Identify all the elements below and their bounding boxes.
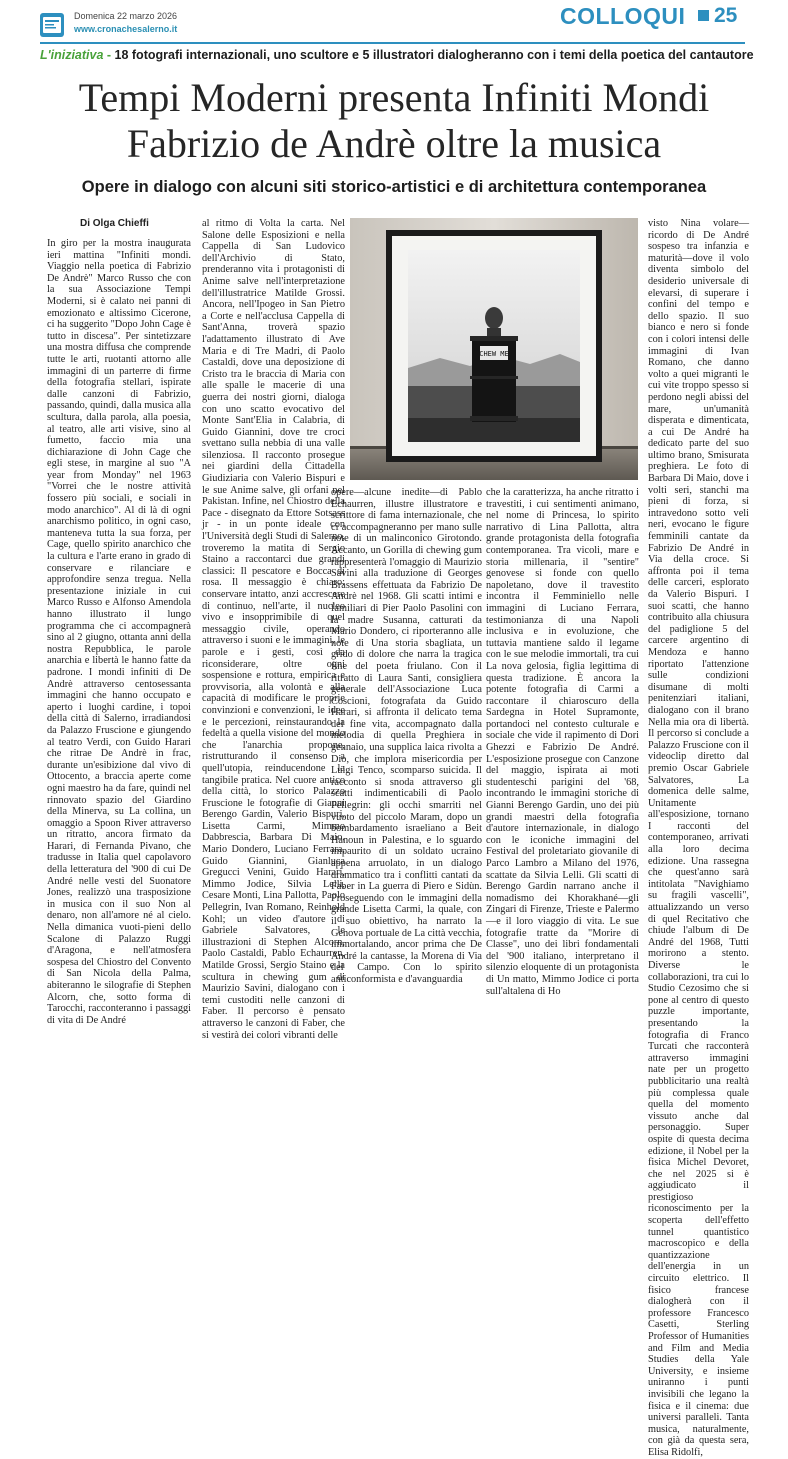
header-rule [40, 42, 745, 44]
kicker-text: 18 fotografi internazionali, uno scultore e 5 illustratori dialogheranno con i temi della poetica del cantautore [114, 48, 754, 62]
exhibition-photo [350, 218, 638, 480]
kicker [40, 48, 754, 62]
section-name: COLLOQUI [560, 3, 686, 29]
barrel-label: CHEW ME [479, 350, 509, 358]
article-column-2: al ritmo di Volta la carta. Nel Salone delle Esposizioni e nella Cappella di San Ludovico dell'Archivio di Stato, prenderanno vita i protagonisti di Anime salve nell'interpretazione dell'illustratrice Matilde Grossi. Ancora, nell'Ipogeo in San Pietro a Corte e nell'acclusa Cappella di Sant'Anna, troverà spazio l'adattamento illustrato di Ave Maria e di Tre Madri, di Paolo Castaldi, dove una deposizione di Cristo tra le braccia di Maria con alle spalle le macerie di una guerra dei nostri giorni, dialoga con uno scatto evocativo del Monte Sant'Elia in Calabria, di Guido Giannini, dove tre croci svettano sulla nebbia di una valle silenziosa. Il racconto prosegue nei giardini della Cittadella Giudiziaria con Valerio Bispuri e le sue Anime salve, gli orfani nel Pakistan. Infine, nel Chiostro della Pace - disegnato da Ettore Sotsass jr - in un ponte ideale con l'Università degli Studi di Salerno, troveremo la matita di Sergio Staino a raccontarci due grandi classici: Il pescatore e Bocca di rosa. Il messaggio è chiaro: conservare intatto, anzi accrescere di continuo, nell'arte, il nucleo vivo e insopprimibile di quel messaggio civile, operando attraverso i suoni e le immagini, le parole e i gesti, così da riconsiderare, oltre ogni sospensione e rottura, empirica e provvisoria, alla volontà e alla capacità di modificare le proprie convinzioni e convenzioni, le idee e le percezioni, reinstaurando la fedeltà a quella visione del mondo che l'anarchia propone, ristrutturando il consenso a quell'utopia, reinducendone la tangibile pratica. Nel cuore antico della città, lo storico Palazzo Fruscione le fotografie di Gianni Berengo Gardin, Valerio Bispuri, Lisetta Carmi, Mimmo Dabbrescia, Barbara Di Maio, Mario Dondero, Luciano Ferrara, Guido Giannini, Gianluca Gregucci Venini, Guido Harari, Mimmo Jodice, Silvia Lelli, Cesare Monti, Lina Pallotta, Paolo Pellegrin, Ivan Romano, Reinhold Kohl; un video d'autore di Gabriele Salvatores, le illustrazioni di Stephen Alcorn, Paolo Castaldi, Pablo Echaurren, Matilde Grossi, Sergio Staino e la scultura in chewing gum di Maurizio Savini, dialogano con i temi custoditi nelle canzoni di Faber. Il percorso è pensato attraverso le canzoni di Faber, che si vestirà dei colori vibranti delle [202, 218, 345, 1041]
issue-date: Domenica 22 marzo 2026 [74, 11, 178, 21]
kicker-separator: - [103, 48, 115, 62]
page-header [0, 0, 788, 46]
headline-line-1: Tempi Moderni presenta Infiniti Mondi [78, 75, 710, 120]
website-url[interactable]: www.cronachesalerno.it [74, 24, 178, 34]
kicker-label: L'iniziativa [40, 48, 104, 62]
subtitle: Opere in dialogo con alcuni siti storico-artistici e di architettura contemporanea [81, 178, 707, 196]
byline: Di Olga Chieffi [80, 218, 149, 229]
article-column-3: opere—alcune inedite—di Pablo Echaurren, illustre illustratore e scrittore di fama internazionale, che ci accompagneranno per mano sulle note di un malinconico Girotondo. Accanto, un Gorilla di chewing gum rappresenterà l'omaggio di Maurizio Savini alla traduzione di Georges Brassens effettuata da Fabrizio De Andrè nel 1968. Gli scatti intimi e familiari di Pier Paolo Pasolini con la madre Susanna, catturati da Mario Dondero, ci riporteranno alle note di Una storia sbagliata, un grido di dolore che narra la tragica fine del poeta friulano. Con il ritratto di Laura Santi, consigliera generale dell'Associazione Luca Coscioni, fotografata da Guido Harari, si affronta il delicato tema del fine vita, accompagnato dalla melodia di quella Preghiera in gennaio, una supplica laica rivolta a Dio, che implora misericordia per Luigi Tenco, scomparso suicida. Il racconto si snoda attraverso gli scatti indimenticabili di Paolo Pellegrin: gli occhi smarriti nel vuoto del piccolo Maram, dopo un bombardamento israeliano a Beit Hanoun in Palestina, e lo sguardo impaurito di un soldato ucraino appena arruolato, in un dialogo drammatico tra i conflitti cantati da Faber in La guerra di Piero e Sidùn. Proseguendo con le immagini della grande Lisetta Carmi, la quale, con il suo obiettivo, ha narrato la Genova portuale de La città vecchia, immortalando, ancor prima che De André la cantasse, la Morena di Via del Campo. Con lo spirito anticonformista e d'avanguardia [331, 487, 482, 985]
page-number: 25 [714, 4, 738, 27]
section-square-icon [698, 10, 709, 21]
newspaper-logo-icon [40, 13, 64, 37]
article-column-5: visto Nina volare—ricordo di De André sospeso tra infanzia e maturità—dove il volo diventa simbolo del desiderio universale di elevarsi, di superare i confini del tempo e dello spazio. Il suo bianco e nero si fonde con i colori intensi delle immagini di Ivan Romano, che danno volto a quei migranti le cui vite troppo spesso si perdono negli abissi del mare, un'umanità disperata e dimenticata, a cui De André ha dedicato parte del suo ultimo brano, Smisurata preghiera. Le foto di Barbara Di Maio, dove i volti seri, stanchi ma pieni di forza, si intravedono sotto veli neri, evocano le figure femminili cantate da Fabrizio De André in Via della croce. Si affronta poi il tema delle carceri, esplorato da Valerio Bispuri. I suoi scatti, che hanno contribuito alla chiusura del padiglione 5 del carcere argentino di Mendoza e hanno riportato l'attenzione sulle condizioni disumane di molti penitenziari italiani, dialogano con il brano Nella mia ora di libertà. Il percorso si conclude a Palazzo Fruscione con il videoclip diretto dal premio Oscar Gabriele Salvatores, La domenica delle salme, Unitamente all'esposizione, tornano I racconti del contemporaneo, arrivati alla loro decima edizione. Una rassegna che quest'anno sarà intitolata "Navighiamo su fragili vascelli", attualizzando un verso di quel Recitativo che chiude l'album di De André del 1968, Tutti morirono a stento. Diverse le collaborazioni, tra cui lo Studio Cezosimo che si pone al centro di questo puzzle importante, presentando la fotografia di Franco Turcati che racconterà attraverso immagini nate per un progetto pubblicitario una realtà più complessa quale quella del momento vissuto anche dal personaggio. Super ospite di questa decima edizione, il Nobel per la fisica Michel Devoret, che nel 2025 si è aggiudicato il prestigioso riconoscimento per la scoperta dell'effetto tunnel quantistico macroscopico e della quantizzazione dell'energia in un circuito elettrico. Il fisico francese dialogherà con il professore Francesco Casetti, Sterling Professor of Humanities and Film and Media Studies della Yale University, e insieme uniranno i punti invisibili che legano la fisica e il cinema: due universi paralleli. Tanta musica, naturalmente, con già da questa sera, Elisa Ridolfi, [648, 218, 749, 1458]
article-column-1: In giro per la mostra inaugurata ieri mattina "Infiniti mondi. Viaggio nella poetica di Fabrizio De Andrè" Marco Russo che con la sua Associazione Tempi Moderni, si è calato nei panni di emozionato e altissimo Cicerone, ci ha suggerito "Dopo John Cage è tutto in discesa". Per sintetizzare una mostra diffusa che comprende tutte le arti, ruotanti attorno alle immagini di un parterre di firme della fotografia stellari, ispirate dalle canzoni di Fabrizio, passando, quindi, dalla musica alla scultura, dalla parola, alla poesia, al teatro, alle arti visive, sino al fumetto, faccio mia una dichiarazione di John Cage che egli stese, in margine al suo "A year from Monday" nel 1963 "Vorrei che le nostre attività fossero più sociali, e sociali in modo anarchico". Al di là di ogni anarchismo politico, in ogni caso, manteneva tutta la sua forza, per Cage, quello spirito anarchico che la cultura e l'arte erano in grado di conservare e rilanciare e approfondire senza tregua. Nella presentazione iniziale in cui Marco Russo e Alfonso Amendola hanno illustrato il lungo programma che ci accompagnerà sino al 2 giugno, ottanta anni della nostra Repubblica, le parole anarchia e libertà le hanno fatte da padrone. I mondi infiniti di De Andrè attraverso centosessanta immagini che hanno occupato e aperto i luoghi cardine, i topoi della città di Salerno, irradiandosi da Palazzo Fruscione e giungendo al teatro Verdi, con Guido Harari che ritrae De Andrè in frac, durante un'esibizione dal vivo di Ottocento, a braccia aperte come ogni maestro ha da fare, quindi nel rinnovato spazio del Giardino della Minerva, su La collina, un omaggio a Spoon River attraverso un ritratto, ancora firmato da Harari, di Fernanda Pivano, che tradusse in Italia quel capolavoro della letteratura del '900 di cui De André nelle vesti del Suonatore Jones, realizzò una trasposizione in musica con il suo Non al denaro, non all'amore né al cielo. Nella dimanica vuoti-pieni dello Scalone di Palazzo Ruggi d'Aragona, e nell'atmosfera sospesa del Chiostro del Convento di San Nicola della Palma, abiteranno le silografie di Stephen Alcorn, che, sotto forma di Tarocchi, racconteranno i passaggi di vita di De André [47, 238, 191, 1026]
headline-line-2: Fabrizio de Andrè oltre la musica [126, 121, 662, 166]
article-column-4: che la caratterizza, ha anche ritratto i travestiti, i cui sentimenti animano, nel nome di Princesa, lo spirito narrativo di Lina Pallotta, altra grande protagonista della fotografia contemporanea. Tra vicoli, mare e storia millenaria, il "sentire" genovese si fonde con quello napoletano, dove il travestito incontra il Femminiello nelle immagini di Luciano Ferrara, testimonianza di una Napoli inclusiva e in evoluzione, che tuttavia mantiene saldo il legame con le sue melodie immortali, tra cui La nova gelosia, figlia legittima di questa tradizione. È ancora la potente fotografia di Carmi a raccontare il chiaroscuro della Sardegna in Hotel Supramonte, portandoci nel contesto culturale e sociale che vide il rapimento di Dori Ghezzi e Fabrizio De André. L'esposizione prosegue con Canzone del maggio, ispirata ai moti studenteschi parigini del '68, incontrando le immagini storiche di Gianni Berengo Gardin, uno dei più grandi maestri della fotografia d'autore internazionale, in dialogo con le iconiche immagini del Festival del proletariato giovanile di Parco Lambro a Milano del 1976, scattate da Silvia Lelli. Gli scatti di Berengo Gardin narrano anche il nomadismo dei Khorakhané—gli Zingari di Firenze, Trieste e Palermo—e il loro viaggio di vita. Le sue fotografie tratte da "Morire di Classe", uno dei libri fondamentali del '900 italiano, interpretano il silenzio eloquente di un protagonista di Un matto, Mimmo Jodice ci porta sull'altalena di Ho [486, 487, 639, 997]
